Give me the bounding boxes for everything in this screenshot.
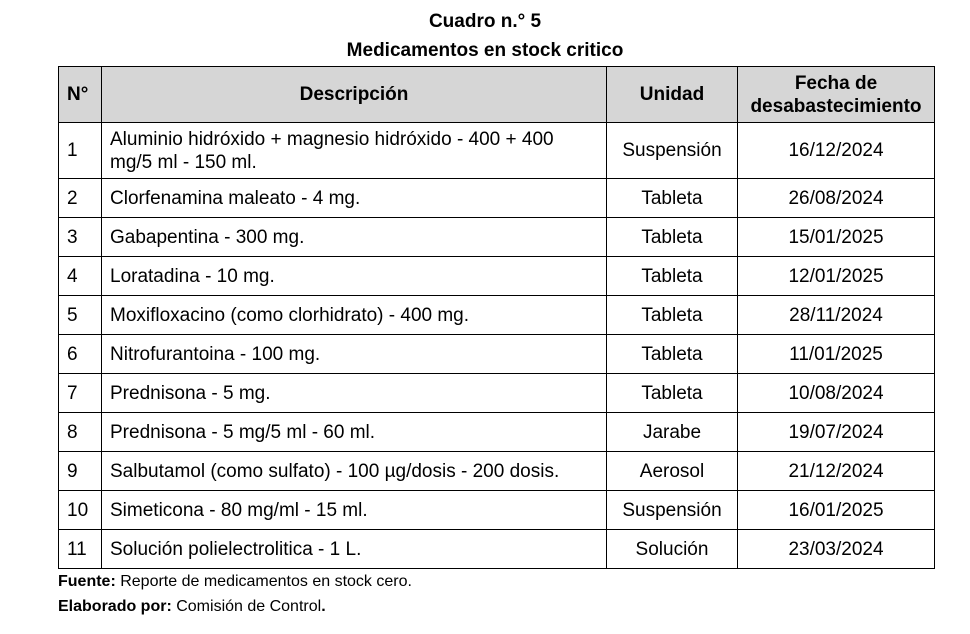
row-date: 23/03/2024 <box>738 530 935 569</box>
table-row <box>59 452 935 491</box>
header-date <box>738 67 935 123</box>
row-description <box>102 179 607 218</box>
table-caption-title: Medicamentos en stock critico <box>346 40 624 61</box>
table-row <box>59 374 935 413</box>
row-unit: Suspensión <box>607 123 738 179</box>
row-description <box>102 491 607 530</box>
row-unit: Tableta <box>607 335 738 374</box>
row-num: 6 <box>59 335 102 374</box>
row-unit: Solución <box>607 530 738 569</box>
row-num: 10 <box>59 491 102 530</box>
row-description <box>102 530 607 569</box>
row-unit: Aerosol <box>607 452 738 491</box>
row-date: 11/01/2025 <box>738 335 935 374</box>
row-unit: Tableta <box>607 179 738 218</box>
header-unit: Unidad <box>607 67 738 123</box>
table-row <box>59 296 935 335</box>
row-description <box>102 452 607 491</box>
row-description-line: Nitrofurantoina - 100 mg. <box>110 343 321 365</box>
row-num: 2 <box>59 179 102 218</box>
row-description-line: Prednisona - 5 mg/5 ml - 60 ml. <box>110 421 376 443</box>
row-num: 4 <box>59 257 102 296</box>
row-unit: Tableta <box>607 257 738 296</box>
row-date: 21/12/2024 <box>738 452 935 491</box>
row-date: 10/08/2024 <box>738 374 935 413</box>
row-unit: Tableta <box>607 218 738 257</box>
row-description-line: Gabapentina - 300 mg. <box>110 226 305 248</box>
row-num: 5 <box>59 296 102 335</box>
row-description-line: Moxifloxacino (como clorhidrato) - 400 mg. <box>110 304 470 326</box>
table-row <box>59 123 935 179</box>
row-unit: Suspensión <box>607 491 738 530</box>
table-row <box>59 335 935 374</box>
row-num: 11 <box>59 530 102 569</box>
header-description: Descripción <box>102 67 607 123</box>
source-label: Fuente: <box>58 573 116 590</box>
row-description <box>102 257 607 296</box>
stock-table <box>58 66 935 569</box>
prepared-note <box>58 597 326 617</box>
row-unit: Tableta <box>607 296 738 335</box>
table-row <box>59 530 935 569</box>
row-num: 3 <box>59 218 102 257</box>
row-description-line: Clorfenamina maleato - 4 mg. <box>110 187 361 209</box>
source-note <box>58 572 412 592</box>
row-description <box>102 296 607 335</box>
row-description <box>102 374 607 413</box>
row-date: 26/08/2024 <box>738 179 935 218</box>
row-description-line: mg/5 ml - 150 ml. <box>110 151 257 173</box>
table-row <box>59 413 935 452</box>
row-date: 15/01/2025 <box>738 218 935 257</box>
table-row <box>59 257 935 296</box>
row-date: 19/07/2024 <box>738 413 935 452</box>
header-date-line2: desabastecimiento <box>750 95 922 117</box>
row-num: 1 <box>59 123 102 179</box>
prepared-end: . <box>321 598 326 615</box>
row-description-line: Salbutamol (como sulfato) - 100 µg/dosis - 200 dosis. <box>110 460 560 482</box>
table-row <box>59 179 935 218</box>
row-unit: Jarabe <box>607 413 738 452</box>
row-description-line: Loratadina - 10 mg. <box>110 265 275 287</box>
row-date: 12/01/2025 <box>738 257 935 296</box>
header-num: N° <box>59 67 102 123</box>
table-row <box>59 491 935 530</box>
header-date-line1: Fecha de <box>794 72 878 94</box>
row-description-line: Prednisona - 5 mg. <box>110 382 271 404</box>
table-caption-number: Cuadro n.° 5 <box>428 11 542 32</box>
row-description-line: Aluminio hidróxido + magnesio hidróxido - 400 + 400 <box>110 128 554 150</box>
header-row <box>59 67 935 123</box>
row-num: 9 <box>59 452 102 491</box>
row-description <box>102 218 607 257</box>
row-num: 8 <box>59 413 102 452</box>
row-date: 16/12/2024 <box>738 123 935 179</box>
source-text: Reporte de medicamentos en stock cero. <box>115 573 412 590</box>
row-date: 16/01/2025 <box>738 491 935 530</box>
prepared-label: Elaborado por: <box>58 598 172 615</box>
prepared-text: Comisión de Control <box>171 598 322 615</box>
row-unit: Tableta <box>607 374 738 413</box>
table-row <box>59 218 935 257</box>
row-date: 28/11/2024 <box>738 296 935 335</box>
row-num: 7 <box>59 374 102 413</box>
row-description <box>102 123 607 179</box>
row-description-line: Simeticona - 80 mg/ml - 15 ml. <box>110 499 368 521</box>
row-description-line: Solución polielectrolitica - 1 L. <box>110 538 362 560</box>
row-description <box>102 335 607 374</box>
row-description <box>102 413 607 452</box>
